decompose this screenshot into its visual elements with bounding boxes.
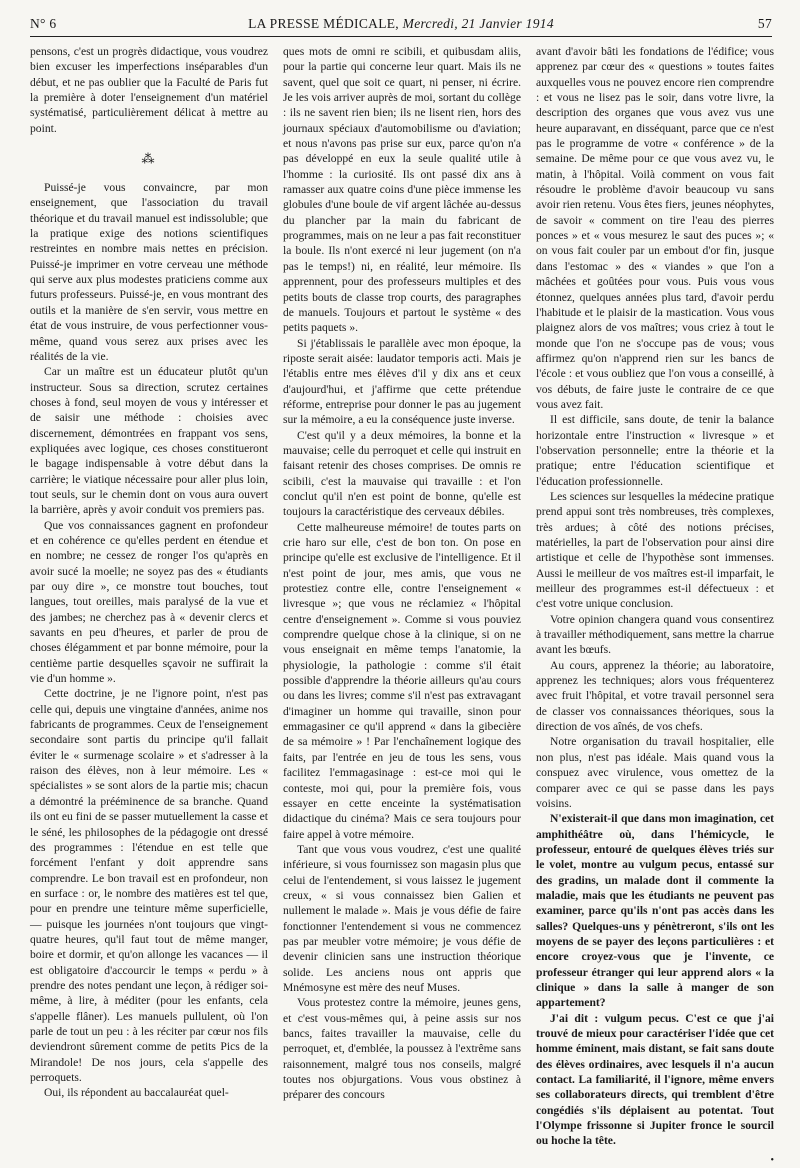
paragraph: Vous protestez contre la mémoire, jeunes gens, et c'est vous-mêmes qui, à peine assis sur nos bancs, faites travailler la mauvaise, celle du perroquet, et, d'emblée, la poussez à l'extrême sans raisonnement, malgré tous nos conseils, malgré toutes nos objurgations. Vous vous obstinez à préparer des concours <box>283 996 521 1102</box>
paragraph: Il est difficile, sans doute, de tenir la balance horizontale entre l'instruction « livresque » et l'observation personnelle; entre la théorie et la pratique; entre l'éducation scientifique et l'éducation professionnelle. <box>536 413 774 488</box>
paragraph-bold: J'ai dit : vulgum pecus. C'est ce que j'ai trouvé de mieux pour caractériser l'idée que cet homme éminent, mais distant, se fait sans doute des élèves ordinaires, avec lesquels il n'a aucun contact. La familiarité, il l'ignore, même envers ses collaborateurs directs, qui tremblent d'être congédiés s'ils déplaisent au potentat. Tout l'Olympe frissonne si Jupiter fronce le sourcil ou hoche la tête. <box>536 1011 774 1148</box>
issue-number: N° 6 <box>30 16 57 31</box>
column-2 <box>283 44 521 1102</box>
publication-title-line <box>30 16 772 32</box>
paragraph: avant d'avoir bâti les fondations de l'édifice; vous apprenez par cœur des « questions » toutes faites auxquelles vous ne pouvez encore rien comprendre : et vous ne lisez pas le soir, dans votre livre, la description des organes que vous avez vus une heure auparavant, en disséquant, parce que ce n'est pas le programme de votre « conférence » de la semaine. De même pour ce que vous avez vu, le matin, à l'hôpital. Voilà comment on vous fait résoudre le problème d'avoir beaucoup vu sans avoir rien retenu. Vous êtes fiers, jeunes néophytes, de savoir « comment on tire l'eau des pierres ponces » et « vous mesurez le saut des puces »; « on vous fait couler par un embout d'or fin, jusque dans l'estomac » des « viandes » que l'on a mâchées et goûtées pour vous. Puis vous vous étonnez, quelques années plus tard, d'avoir perdu l'habitude et le plaisir de la mastication. Vous vous plaignez alors de vos maîtres; vous criez à tout le monde que l'on ne s'occupe pas de vous; vous affirmez qu'on n'apprend rien sur les bancs de l'école : et vous oubliez que l'on vous a conseillé, à vos débuts, de faire juste le contraire de ce que vous avez fait. <box>536 45 774 411</box>
paragraph: Que vos connaissances gagnent en profondeur et en cohérence ce qu'elles perdent en étendue et en nombre; ne cessez de ronger l'os qu'après en avoir sucé la moelle; ne soyez pas des « étudiants par ouy dire », ce monstre tout bouches, tout langues, tout oreilles, mais paralysé de la vue et des jambes; ne cherchez pas à « devenir clercs et savants en peu d'heures, et parler de prou de choses élégamment et par bonne mémoire, pour la centième partie desquelles sçavoir ne suffirait la vie d'un homme ». <box>30 518 268 686</box>
paragraph: Tant que vous vous voudrez, c'est une qualité inférieure, si vous fournissez son magasin plus que celui de l'entendement, si vous laissez le jugement creux, « si vous connaissez bien Galien et nullement le malade ». Mais je vous défie de faire fonctionner l'entendement si vous ne commencez pas par meubler votre mémoire; je vous défie de devenir clinicien sans une instruction théorique solide. Les anciens nous ont appris que Mnémosyne est mère des neuf Muses. <box>283 842 521 994</box>
paragraph: Au cours, apprenez la théorie; au laboratoire, apprenez les techniques; alors vous fréquenterez avec fruit l'hôpital, et votre travail personnel sera de classer vos connaissances théoriques, sous la direction de vos aînés, de vos chefs. <box>536 658 774 734</box>
paragraph: Cette malheureuse mémoire! de toutes parts on crie haro sur elle, c'est de bon ton. On pose en principe qu'elle est exclusive de l'intelligence. Et il n'est point de jour, mes amis, que vous ne protestiez contre elle, contre l'enseignement « livresque »; que vous ne réclamiez « l'hôpital centre d'enseignement ». Comme si vous pouviez comprendre quelque chose à la clinique, si on ne vous enseignait en même temps l'anatomie, la physiologie, la pathologie : comme s'il était possible d'apprendre la théorie ailleurs qu'au cours ou dans les livres; comme s'il n'est pas extravagant d'imaginer un homme qui travaille, sinon pour emmagasiner ce qu'il apprend « dans la gibecière de sa mémoire » ! Par l'enchaînement logique des faits, par l'entrée en jeu de tous les sens, vous facilitez l'emmagasinage : est-ce moi qui le conteste, moi qui, pour la première fois, vous essayer en cette enceinte la systématisation didactique du cinéma? Mais ce sera toujours pour faire appel à votre mémoire. <box>283 520 521 841</box>
paragraph: Notre organisation du travail hospitalier, elle non plus, n'est pas idéale. Mais quand vous la conspuez avec virulence, vous omettez de la comparer avec ce qui se passe dans les pays voisins. <box>536 735 774 810</box>
publication-title: LA PRESSE MÉDICALE, <box>248 16 399 31</box>
section-separator-asterism: ⁂ <box>141 151 157 167</box>
paragraph: Cette doctrine, je ne l'ignore point, n'est pas celle qui, depuis une vingtaine d'années, anime nos fabricants de programmes. Ceux de l'enseignement secondaire sont partis du principe qu'il fallait éviter le « surmenage scolaire » et s'adresser à la raison des élèves, non à leur mémoire. Les « spécialistes » se sont alors de la partie mis; chacun a démontré la prééminence de sa branche. Quand ils ont eu fini de se passer mutuellement la casse et le séné, les philosophes de la pédagogie ont dressé des programmes : l'étendue en est telle que forcément l'enfant y doit apprendre sans comprendre. Le bon travail est en profondeur, non en surface : or, le nombre des matières est tel que, pour en prendre une teinture même superficielle, — puisque les journées n'ont toujours que vingt-quatre heures, qu'il faut tout de même manger, boire et dormir, et qu'on allonge les vacances — il est obligatoire d'accourcir le temps « perdu » à prendre des notes pendant une leçon, à rédiger soi-même, à lire, à méditer (pour les enfants, cela s'appelle flâner). Les manuels pullulent, où l'on parle de tout un peu : à les réciter par cœur nos fils deviendront sûrement comme de petits Pics de la Mirandole! De nos jours, cela s'appelle des perroquets. <box>30 687 268 1084</box>
page-number: 57 <box>757 16 772 31</box>
paragraph: Votre opinion changera quand vous consentirez à travailler méthodiquement, sans mettre la charrue avant les bœufs. <box>536 612 774 657</box>
running-header <box>30 14 772 37</box>
end-mark: • <box>770 1154 774 1166</box>
column-3 <box>536 44 774 1166</box>
paragraph: Puissé-je vous convaincre, par mon enseignement, que l'association du travail théorique et du travail manuel est indissoluble; que la pratique exige des notions scientifiques restreintes en nombre mais nettes en précision. Puissé-je imprimer en votre cerveau une méthode qui serve aux plus modestes praticiens comme aux futurs professeurs. Puissé-je, en vous montrant des outils et la manière de s'en servir, vous mettre en état de vous instruire, de vous perfectionner vous-même, quand vous serez aux prises avec les réalités de la vie. <box>30 181 268 363</box>
paragraph: Si j'établissais le parallèle avec mon époque, la riposte serait aisée: laudator temporis acti. Mais je l'établis entre mes élèves d'il y dix ans et ceux d'aujourd'hui, et j'affirme que cette prétendue réforme, entreprise pour donner le pas au jugement sur la mémoire, a eu la conséquence juste inverse. <box>283 336 521 427</box>
paragraph-bold: N'existerait-il que dans mon imagination, cet amphithéâtre où, dans l'hémicycle, le professeur, entouré de quelques élèves triés sur le volet, montre au vulgum pecus, entassé sur des gradins, un malade dont il commente la maladie, mais que les étudiants ne peuvent pas examiner, parce qu'ils n'ont pas accès dans les salles? Quelques-uns y pénètreront, s'ils ont les moyens de se payer des leçons particulières : et encore croyez-vous que je l'invente, ce professeur étranger qui leur apprend alors « la clinique » dans la salle à manger de son appartement? <box>536 812 774 1010</box>
paragraph: C'est qu'il y a deux mémoires, la bonne et la mauvaise; celle du perroquet et celle qui instruit en faisant retenir des choses comprises. De omnis re scibili, c'est la mauvaise qui travaille : et l'on conclut qu'il n'en est point de bonne, qu'elle est toujours la caractéristique des cerveaux débiles. <box>283 428 521 519</box>
paragraph: Les sciences sur lesquelles la médecine pratique prend appui sont très nombreuses, très complexes, très ardues; à côté des notions précises, matérielles, la part de l'observation pour ainsi dire artistique et celle de l'hypothèse sont immenses. Aussi le meilleur de vos maîtres est-il imparfait, le meilleur des programmes est-il défectueux : et c'est votre unique conclusion. <box>536 489 774 611</box>
paragraph: Car un maître est un éducateur plutôt qu'un instructeur. Sous sa direction, scrutez certaines choses à fond, seul moyen de vous y intéresser et de saisir une méthode : choisies avec discernement, démontrées en frappant vos sens, expliquées avec logique, ces choses constitueront le bagage indispensable à votre début dans la carrière; le viatique nécessaire pour aller plus loin, tout seuls, sur le chemin dont on vous aura ouvert la barrière, après y avoir conduit vos premiers pas. <box>30 365 268 517</box>
publication-date: Mercredi, 21 Janvier 1914 <box>402 16 554 31</box>
paragraph: pensons, c'est un progrès didactique, vous voudrez bien excuser les imperfections inséparables d'un début, et ne pas oublier que la Faculté de Paris fut la première à doter l'enseignement d'un matériel systématisé, particulièrement délicat à mettre au point. <box>30 45 268 135</box>
paragraph: ques mots de omni re scibili, et quibusdam aliis, pour la partie qui concerne leur quart. Mais ils ne savent, quel que soit ce quart, ni penser, ni écrire. Je les vois arriver auprès de moi, sortant du collège : ils ne savent rien bien; ils ne lisent rien, hors des journaux spéciaux d'automobilisme ou d'aviation; et nous n'avons pas prise sur eux, parce qu'on n'a pas développé en eux la seule qualité utile à l'homme : la curiosité. Ils ont passé dix ans à ramasser aux quatre coins d'une pièce immense les globules d'une boule de vif argent lâchée au-dessus du plancher par la main du fabricant de programmes, mais on ne leur a pas fait reconstituer la boule. Ils n'ont exercé ni leur jugement (on n'a pas le temps!) ni, en réalité, leur mémoire. Ils apprennent, pour des professeurs multiples et des petits bouts de classe trop courts, des paragraphes de manuels. Toujours et partout le système « des petits paquets ». <box>283 45 521 335</box>
column-1 <box>30 44 268 1100</box>
paragraph: Oui, ils répondent au baccalauréat quel- <box>44 1086 229 1100</box>
